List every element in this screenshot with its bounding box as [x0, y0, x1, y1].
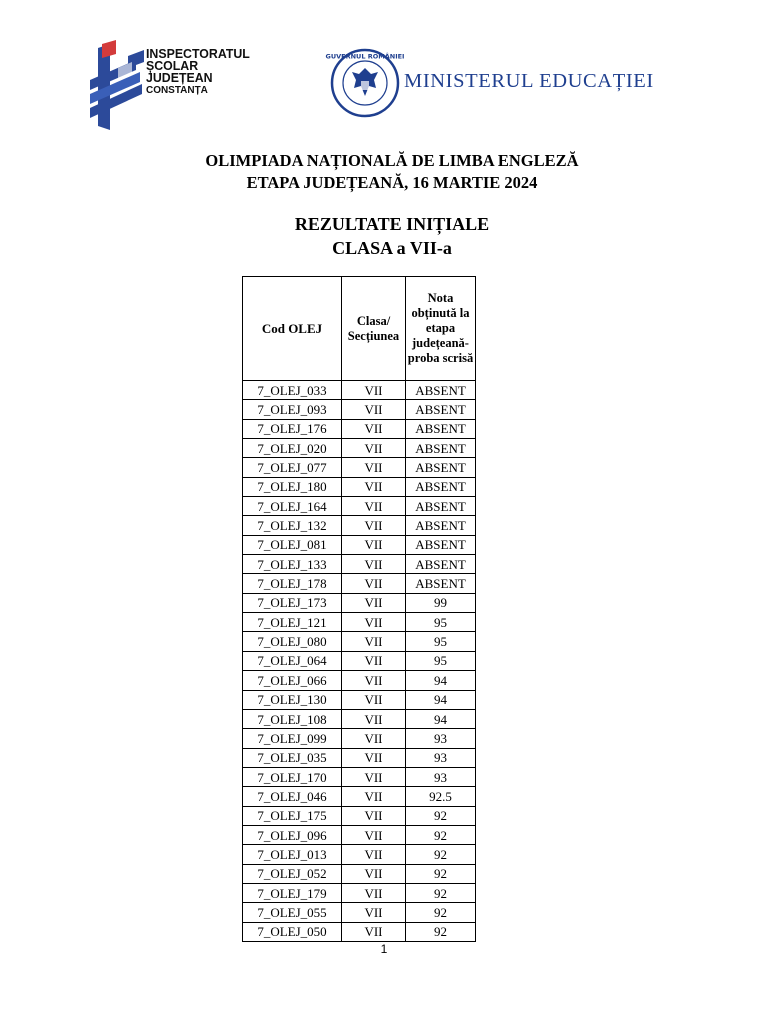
cell-clasa: VII [342, 439, 406, 458]
cell-clasa: VII [342, 516, 406, 535]
cell-nota: ABSENT [406, 400, 476, 419]
cell-nota: 99 [406, 593, 476, 612]
cell-clasa: VII [342, 864, 406, 883]
table-row [243, 651, 476, 670]
cell-nota: ABSENT [406, 477, 476, 496]
cell-cod: 7_OLEJ_064 [243, 651, 342, 670]
table-row [243, 806, 476, 825]
cell-cod: 7_OLEJ_178 [243, 574, 342, 593]
table-row [243, 400, 476, 419]
cell-clasa: VII [342, 458, 406, 477]
cell-cod: 7_OLEJ_055 [243, 903, 342, 922]
table-row [243, 381, 476, 400]
isj-line-1: INSPECTORATUL [146, 46, 250, 61]
table-row [243, 477, 476, 496]
page-number: 1 [380, 942, 388, 956]
cell-clasa: VII [342, 497, 406, 516]
header-nota: Nota obținută la etapa județeană-proba scrisă [406, 277, 476, 381]
cell-nota: 92 [406, 864, 476, 883]
table-row [243, 497, 476, 516]
cell-nota: ABSENT [406, 419, 476, 438]
cell-clasa: VII [342, 806, 406, 825]
title-line-1: OLIMPIADA NAȚIONALĂ DE LIMBA ENGLEZĂ [205, 151, 579, 170]
cell-clasa: VII [342, 922, 406, 941]
table-row [243, 709, 476, 728]
cell-nota: 92 [406, 903, 476, 922]
cell-cod: 7_OLEJ_052 [243, 864, 342, 883]
isj-line-4: CONSTANȚA [146, 84, 208, 96]
cell-clasa: VII [342, 729, 406, 748]
cell-nota: 92 [406, 806, 476, 825]
emblem-text: GUVERNUL ROMÂNIEI [325, 52, 405, 61]
cell-cod: 7_OLEJ_164 [243, 497, 342, 516]
cell-nota: 93 [406, 767, 476, 786]
cell-cod: 7_OLEJ_077 [243, 458, 342, 477]
cell-nota: ABSENT [406, 574, 476, 593]
table-row [243, 458, 476, 477]
table-row [243, 729, 476, 748]
cell-clasa: VII [342, 593, 406, 612]
cell-nota: 95 [406, 651, 476, 670]
cell-cod: 7_OLEJ_180 [243, 477, 342, 496]
cell-clasa: VII [342, 400, 406, 419]
cell-clasa: VII [342, 748, 406, 767]
title-line-2: ETAPA JUDEȚEANĂ, 16 MARTIE 2024 [246, 173, 538, 192]
header-cod: Cod OLEJ [243, 277, 342, 381]
cell-clasa: VII [342, 381, 406, 400]
cell-cod: 7_OLEJ_133 [243, 555, 342, 574]
table-row [243, 883, 476, 902]
cell-clasa: VII [342, 671, 406, 690]
cell-clasa: VII [342, 613, 406, 632]
cell-cod: 7_OLEJ_093 [243, 400, 342, 419]
table-body [243, 381, 476, 942]
cell-nota: ABSENT [406, 439, 476, 458]
cell-cod: 7_OLEJ_130 [243, 690, 342, 709]
cell-nota: 94 [406, 671, 476, 690]
cell-cod: 7_OLEJ_170 [243, 767, 342, 786]
cell-clasa: VII [342, 709, 406, 728]
table-row [243, 864, 476, 883]
cell-clasa: VII [342, 845, 406, 864]
cell-cod: 7_OLEJ_132 [243, 516, 342, 535]
cell-nota: 92 [406, 845, 476, 864]
cell-cod: 7_OLEJ_066 [243, 671, 342, 690]
results-table [242, 276, 476, 942]
cell-clasa: VII [342, 767, 406, 786]
ministry-title: MINISTERUL EDUCAȚIEI [404, 70, 654, 92]
cell-nota: 92 [406, 825, 476, 844]
isj-emblem-icon [88, 40, 150, 132]
cell-cod: 7_OLEJ_020 [243, 439, 342, 458]
table-row [243, 574, 476, 593]
cell-cod: 7_OLEJ_033 [243, 381, 342, 400]
isj-logo-text [146, 48, 255, 96]
results-title [0, 212, 768, 260]
cell-nota: ABSENT [406, 555, 476, 574]
table-row [243, 787, 476, 806]
cell-clasa: VII [342, 632, 406, 651]
table-row [243, 593, 476, 612]
isj-constanta-logo [88, 40, 268, 132]
cell-nota: 92.5 [406, 787, 476, 806]
cell-cod: 7_OLEJ_046 [243, 787, 342, 806]
table-row [243, 671, 476, 690]
cell-nota: 95 [406, 613, 476, 632]
table-header-row [243, 277, 476, 381]
cell-nota: ABSENT [406, 497, 476, 516]
table-row [243, 555, 476, 574]
header-clasa: Clasa/ Secțiunea [342, 277, 406, 381]
table-row [243, 922, 476, 941]
cell-clasa: VII [342, 477, 406, 496]
table-row [243, 690, 476, 709]
romania-government-emblem-icon [325, 48, 405, 118]
table-row [243, 748, 476, 767]
cell-cod: 7_OLEJ_050 [243, 922, 342, 941]
cell-cod: 7_OLEJ_080 [243, 632, 342, 651]
cell-clasa: VII [342, 787, 406, 806]
cell-nota: 92 [406, 922, 476, 941]
table-row [243, 825, 476, 844]
cell-cod: 7_OLEJ_121 [243, 613, 342, 632]
title-line-4: CLASA a VII-a [332, 238, 452, 258]
cell-clasa: VII [342, 651, 406, 670]
table-row [243, 613, 476, 632]
cell-clasa: VII [342, 574, 406, 593]
table-row [243, 535, 476, 554]
cell-nota: 93 [406, 729, 476, 748]
cell-clasa: VII [342, 419, 406, 438]
cell-cod: 7_OLEJ_099 [243, 729, 342, 748]
cell-clasa: VII [342, 535, 406, 554]
cell-nota: 94 [406, 690, 476, 709]
cell-nota: 93 [406, 748, 476, 767]
cell-nota: 94 [406, 709, 476, 728]
table-row [243, 632, 476, 651]
cell-clasa: VII [342, 555, 406, 574]
cell-cod: 7_OLEJ_108 [243, 709, 342, 728]
isj-line-2: ȘCOLAR [146, 58, 199, 73]
cell-cod: 7_OLEJ_173 [243, 593, 342, 612]
cell-nota: ABSENT [406, 381, 476, 400]
cell-nota: 95 [406, 632, 476, 651]
cell-clasa: VII [342, 883, 406, 902]
cell-nota: ABSENT [406, 458, 476, 477]
ministry-logo [325, 48, 654, 118]
title-line-3: REZULTATE INIȚIALE [294, 214, 490, 234]
table-row [243, 903, 476, 922]
cell-clasa: VII [342, 903, 406, 922]
cell-clasa: VII [342, 690, 406, 709]
table-row [243, 439, 476, 458]
isj-line-3: JUDEȚEAN [146, 70, 213, 85]
cell-cod: 7_OLEJ_081 [243, 535, 342, 554]
table-row [243, 767, 476, 786]
cell-nota: ABSENT [406, 516, 476, 535]
cell-cod: 7_OLEJ_176 [243, 419, 342, 438]
olympiad-title [0, 150, 768, 194]
cell-cod: 7_OLEJ_175 [243, 806, 342, 825]
table-row [243, 419, 476, 438]
cell-nota: 92 [406, 883, 476, 902]
table-row [243, 845, 476, 864]
table-row [243, 516, 476, 535]
cell-cod: 7_OLEJ_096 [243, 825, 342, 844]
cell-cod: 7_OLEJ_013 [243, 845, 342, 864]
cell-cod: 7_OLEJ_179 [243, 883, 342, 902]
cell-clasa: VII [342, 825, 406, 844]
cell-cod: 7_OLEJ_035 [243, 748, 342, 767]
cell-nota: ABSENT [406, 535, 476, 554]
